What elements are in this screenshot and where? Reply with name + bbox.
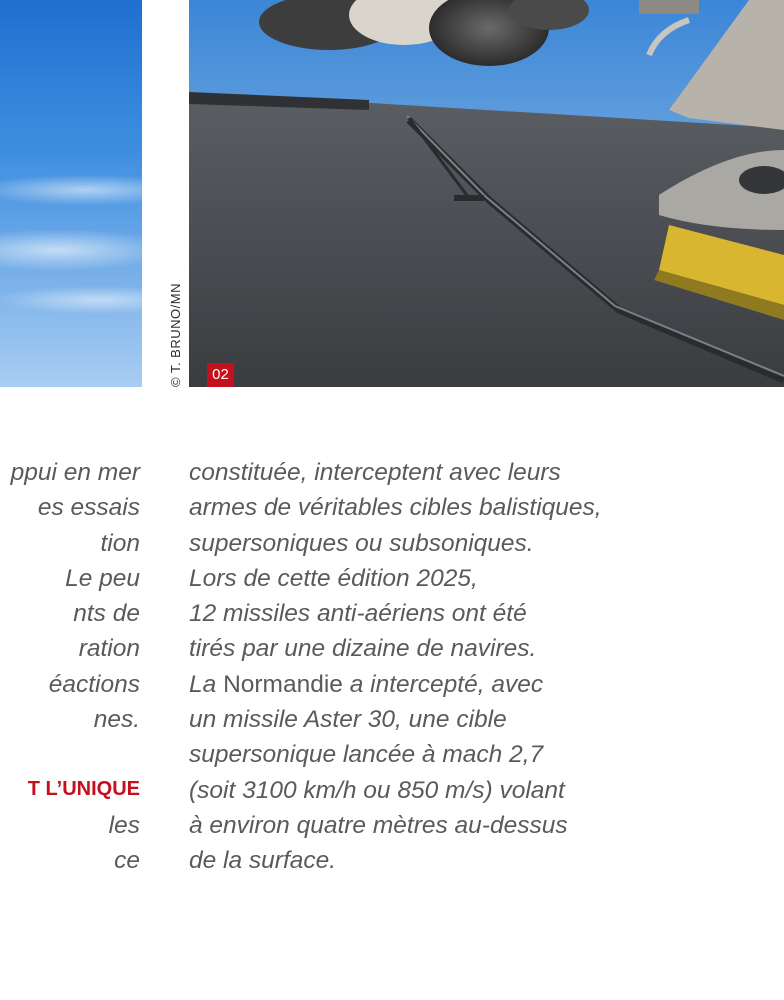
text-line: (soit 3100 km/h ou 850 m/s) volant xyxy=(189,776,565,804)
photo-credit: © T. BRUNO/MN xyxy=(168,283,183,387)
left-text-column xyxy=(0,455,142,878)
figure-number-badge: 02 xyxy=(207,363,234,387)
text-line: armes de véritables cibles balistiques, xyxy=(189,494,602,522)
text-line: constituée, interceptent avec leurs xyxy=(189,459,561,486)
ship-name: Normandie xyxy=(223,670,343,698)
text-line: les xyxy=(108,811,140,839)
text-line: tion xyxy=(100,529,140,557)
text-line: nts de xyxy=(73,600,140,628)
text-line: tirés par une dizaine de navires. xyxy=(189,635,537,663)
text-line: nes. xyxy=(93,706,140,734)
text-line: de la surface. xyxy=(189,847,337,875)
text-line: supersonique lancée à mach 2,7 xyxy=(189,741,544,769)
text-line: 12 missiles anti-aériens ont été xyxy=(189,600,527,628)
sky-photo xyxy=(0,0,142,387)
text-line: supersoniques ou subsoniques. xyxy=(189,529,534,557)
text-line: Lors de cette édition 2025, xyxy=(189,564,478,592)
deck-scene-image xyxy=(189,0,784,387)
text-line: à environ quatre mètres au-dessus xyxy=(189,811,568,839)
text-line: ce xyxy=(114,846,140,874)
text-line: Le peu xyxy=(65,564,140,592)
ship-deck-photo xyxy=(189,0,784,387)
text-line: es essais xyxy=(37,494,140,522)
text-line-with-ship-name xyxy=(189,667,749,702)
text-fragment: a intercepté, avec xyxy=(342,670,544,698)
text-line: un missile Aster 30, une cible xyxy=(189,706,507,734)
section-heading: T L’UNIQUE xyxy=(27,778,140,801)
text-fragment: La xyxy=(189,670,224,698)
text-line: ration xyxy=(78,635,140,663)
text-line: ppui en mer xyxy=(10,459,140,486)
text-line: éactions xyxy=(48,670,140,698)
right-text-column xyxy=(189,455,749,879)
